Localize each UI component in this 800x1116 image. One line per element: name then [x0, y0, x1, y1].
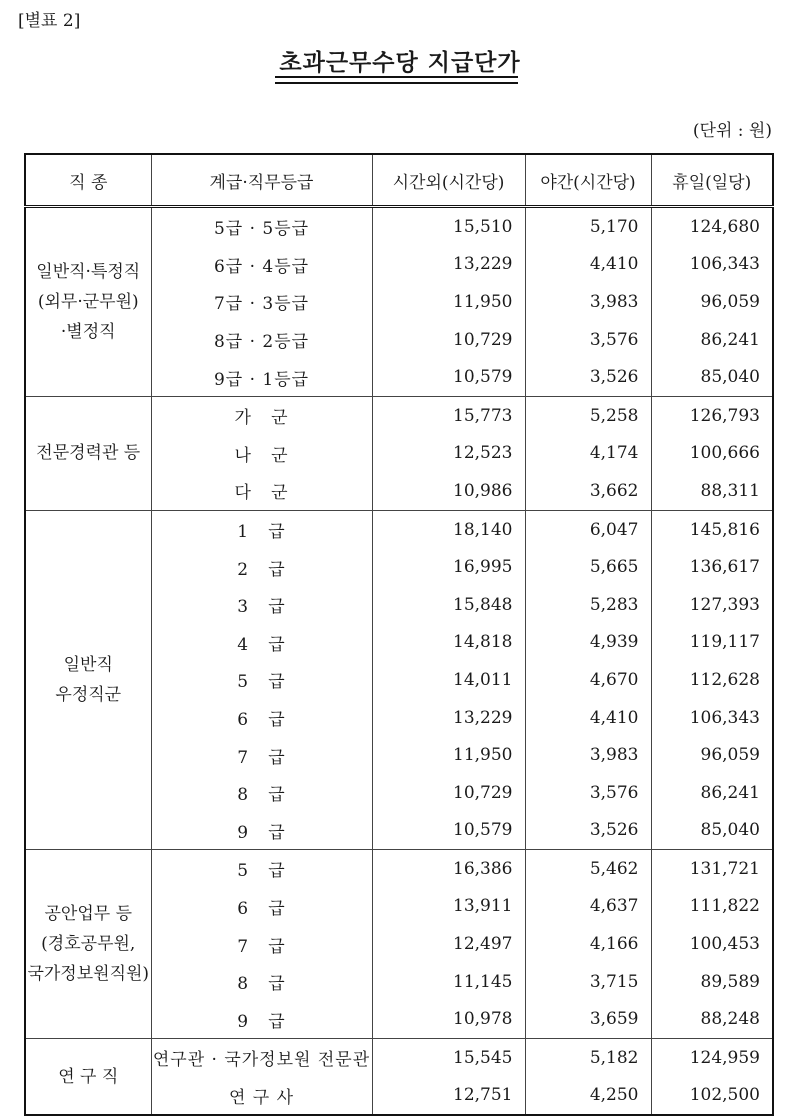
table-row: [25, 396, 773, 434]
night-cell: 4,166: [525, 925, 651, 963]
category-line: 일반직: [63, 654, 113, 675]
grade-cell: 8급 · 2등급: [151, 321, 372, 359]
category-cell: [25, 396, 151, 510]
category-line: 공안업무 등: [44, 904, 132, 925]
grade-cell: 9 급: [151, 812, 372, 850]
category-cell: [25, 850, 151, 1039]
grade-cell: 2 급: [151, 548, 372, 586]
holiday-cell: 119,117: [651, 624, 773, 662]
grade-cell: 6급 · 4등급: [151, 246, 372, 284]
night-cell: 3,715: [525, 963, 651, 1001]
header-job-type: 직 종: [25, 154, 151, 207]
holiday-cell: 88,311: [651, 472, 773, 510]
holiday-cell: 106,343: [651, 246, 773, 284]
overtime-cell: 16,995: [372, 548, 525, 586]
category-line: 국가정보원직원): [27, 964, 150, 985]
night-cell: 3,983: [525, 283, 651, 321]
night-cell: 4,174: [525, 435, 651, 473]
overtime-cell: 12,523: [372, 435, 525, 473]
overtime-cell: 15,773: [372, 396, 525, 434]
holiday-cell: 136,617: [651, 548, 773, 586]
grade-cell: 1 급: [151, 510, 372, 548]
overtime-cell: 15,848: [372, 586, 525, 624]
overtime-cell: 11,950: [372, 736, 525, 774]
category-line: 일반직·특정직: [36, 261, 141, 282]
night-cell: 3,983: [525, 736, 651, 774]
overtime-cell: 10,579: [372, 358, 525, 396]
grade-cell: 나 군: [151, 435, 372, 473]
title-underline: [275, 76, 518, 84]
holiday-cell: 112,628: [651, 661, 773, 699]
category-line: 전문경력관 등: [36, 443, 141, 464]
night-cell: 3,659: [525, 1000, 651, 1038]
category-line: 연 구 직: [58, 1066, 119, 1087]
overtime-cell: 10,579: [372, 812, 525, 850]
holiday-cell: 88,248: [651, 1000, 773, 1038]
overtime-cell: 10,729: [372, 321, 525, 359]
header-holiday: 휴일(일당): [651, 154, 773, 207]
category-cell: [25, 510, 151, 849]
grade-cell: 4 급: [151, 624, 372, 662]
night-cell: 5,170: [525, 207, 651, 246]
grade-cell: 8 급: [151, 963, 372, 1001]
unit-label: (단위 : 원): [692, 121, 772, 141]
overtime-cell: 10,986: [372, 472, 525, 510]
holiday-cell: 111,822: [651, 888, 773, 926]
grade-cell: 다 군: [151, 472, 372, 510]
holiday-cell: 96,059: [651, 283, 773, 321]
grade-cell: 가 군: [151, 396, 372, 434]
grade-cell: 5급 · 5등급: [151, 207, 372, 246]
table-row: [25, 510, 773, 548]
category-line: (외무·군무원): [37, 291, 139, 312]
holiday-cell: 86,241: [651, 321, 773, 359]
overtime-cell: 14,818: [372, 624, 525, 662]
holiday-cell: 100,666: [651, 435, 773, 473]
table-row: [25, 850, 773, 888]
holiday-cell: 85,040: [651, 812, 773, 850]
night-cell: 5,258: [525, 396, 651, 434]
holiday-cell: 124,680: [651, 207, 773, 246]
overtime-cell: 16,386: [372, 850, 525, 888]
holiday-cell: 89,589: [651, 963, 773, 1001]
night-cell: 5,665: [525, 548, 651, 586]
header-overtime: 시간외(시간당): [372, 154, 525, 207]
night-cell: 4,410: [525, 699, 651, 737]
table-row: [25, 207, 773, 246]
holiday-cell: 86,241: [651, 774, 773, 812]
holiday-cell: 131,721: [651, 850, 773, 888]
night-cell: 3,526: [525, 358, 651, 396]
grade-cell: 9급 · 1등급: [151, 358, 372, 396]
grade-cell: 연 구 사: [151, 1077, 372, 1116]
grade-cell: 8 급: [151, 774, 372, 812]
grade-cell: 5 급: [151, 661, 372, 699]
overtime-cell: 15,510: [372, 207, 525, 246]
grade-cell: 5 급: [151, 850, 372, 888]
header-night: 야간(시간당): [525, 154, 651, 207]
rate-table: [24, 153, 774, 1116]
night-cell: 5,283: [525, 586, 651, 624]
grade-cell: 7급 · 3등급: [151, 283, 372, 321]
grade-cell: 연구관 · 국가정보원 전문관: [151, 1039, 372, 1077]
holiday-cell: 85,040: [651, 358, 773, 396]
table-row: [25, 1039, 773, 1077]
night-cell: 4,670: [525, 661, 651, 699]
overtime-cell: 15,545: [372, 1039, 525, 1077]
night-cell: 3,576: [525, 321, 651, 359]
night-cell: 3,662: [525, 472, 651, 510]
night-cell: 3,526: [525, 812, 651, 850]
overtime-cell: 13,911: [372, 888, 525, 926]
holiday-cell: 100,453: [651, 925, 773, 963]
holiday-cell: 96,059: [651, 736, 773, 774]
category-line: (경호공무원,: [41, 934, 136, 955]
grade-cell: 6 급: [151, 888, 372, 926]
holiday-cell: 126,793: [651, 396, 773, 434]
category-cell: [25, 207, 151, 397]
holiday-cell: 127,393: [651, 586, 773, 624]
night-cell: 6,047: [525, 510, 651, 548]
overtime-cell: 13,229: [372, 699, 525, 737]
overtime-cell: 13,229: [372, 246, 525, 284]
holiday-cell: 145,816: [651, 510, 773, 548]
grade-cell: 9 급: [151, 1000, 372, 1038]
table-body: [25, 207, 773, 1116]
overtime-cell: 14,011: [372, 661, 525, 699]
overtime-cell: 12,497: [372, 925, 525, 963]
grade-cell: 3 급: [151, 586, 372, 624]
overtime-cell: 18,140: [372, 510, 525, 548]
overtime-cell: 11,950: [372, 283, 525, 321]
header-row: [25, 154, 773, 207]
holiday-cell: 102,500: [651, 1077, 773, 1116]
holiday-cell: 124,959: [651, 1039, 773, 1077]
night-cell: 5,462: [525, 850, 651, 888]
overtime-cell: 10,729: [372, 774, 525, 812]
category-line: 우정직군: [55, 684, 122, 705]
night-cell: 5,182: [525, 1039, 651, 1077]
night-cell: 4,250: [525, 1077, 651, 1116]
night-cell: 3,576: [525, 774, 651, 812]
night-cell: 4,637: [525, 888, 651, 926]
grade-cell: 7 급: [151, 925, 372, 963]
appendix-tag: [별표 2]: [18, 11, 81, 31]
overtime-cell: 11,145: [372, 963, 525, 1001]
overtime-cell: 12,751: [372, 1077, 525, 1116]
page-title: 초과근무수당 지급단가: [279, 50, 521, 76]
grade-cell: 7 급: [151, 736, 372, 774]
category-line: ·별정직: [60, 321, 116, 342]
header-grade: 계급·직무등급: [151, 154, 372, 207]
category-cell: [25, 1039, 151, 1116]
holiday-cell: 106,343: [651, 699, 773, 737]
night-cell: 4,410: [525, 246, 651, 284]
grade-cell: 6 급: [151, 699, 372, 737]
overtime-cell: 10,978: [372, 1000, 525, 1038]
night-cell: 4,939: [525, 624, 651, 662]
